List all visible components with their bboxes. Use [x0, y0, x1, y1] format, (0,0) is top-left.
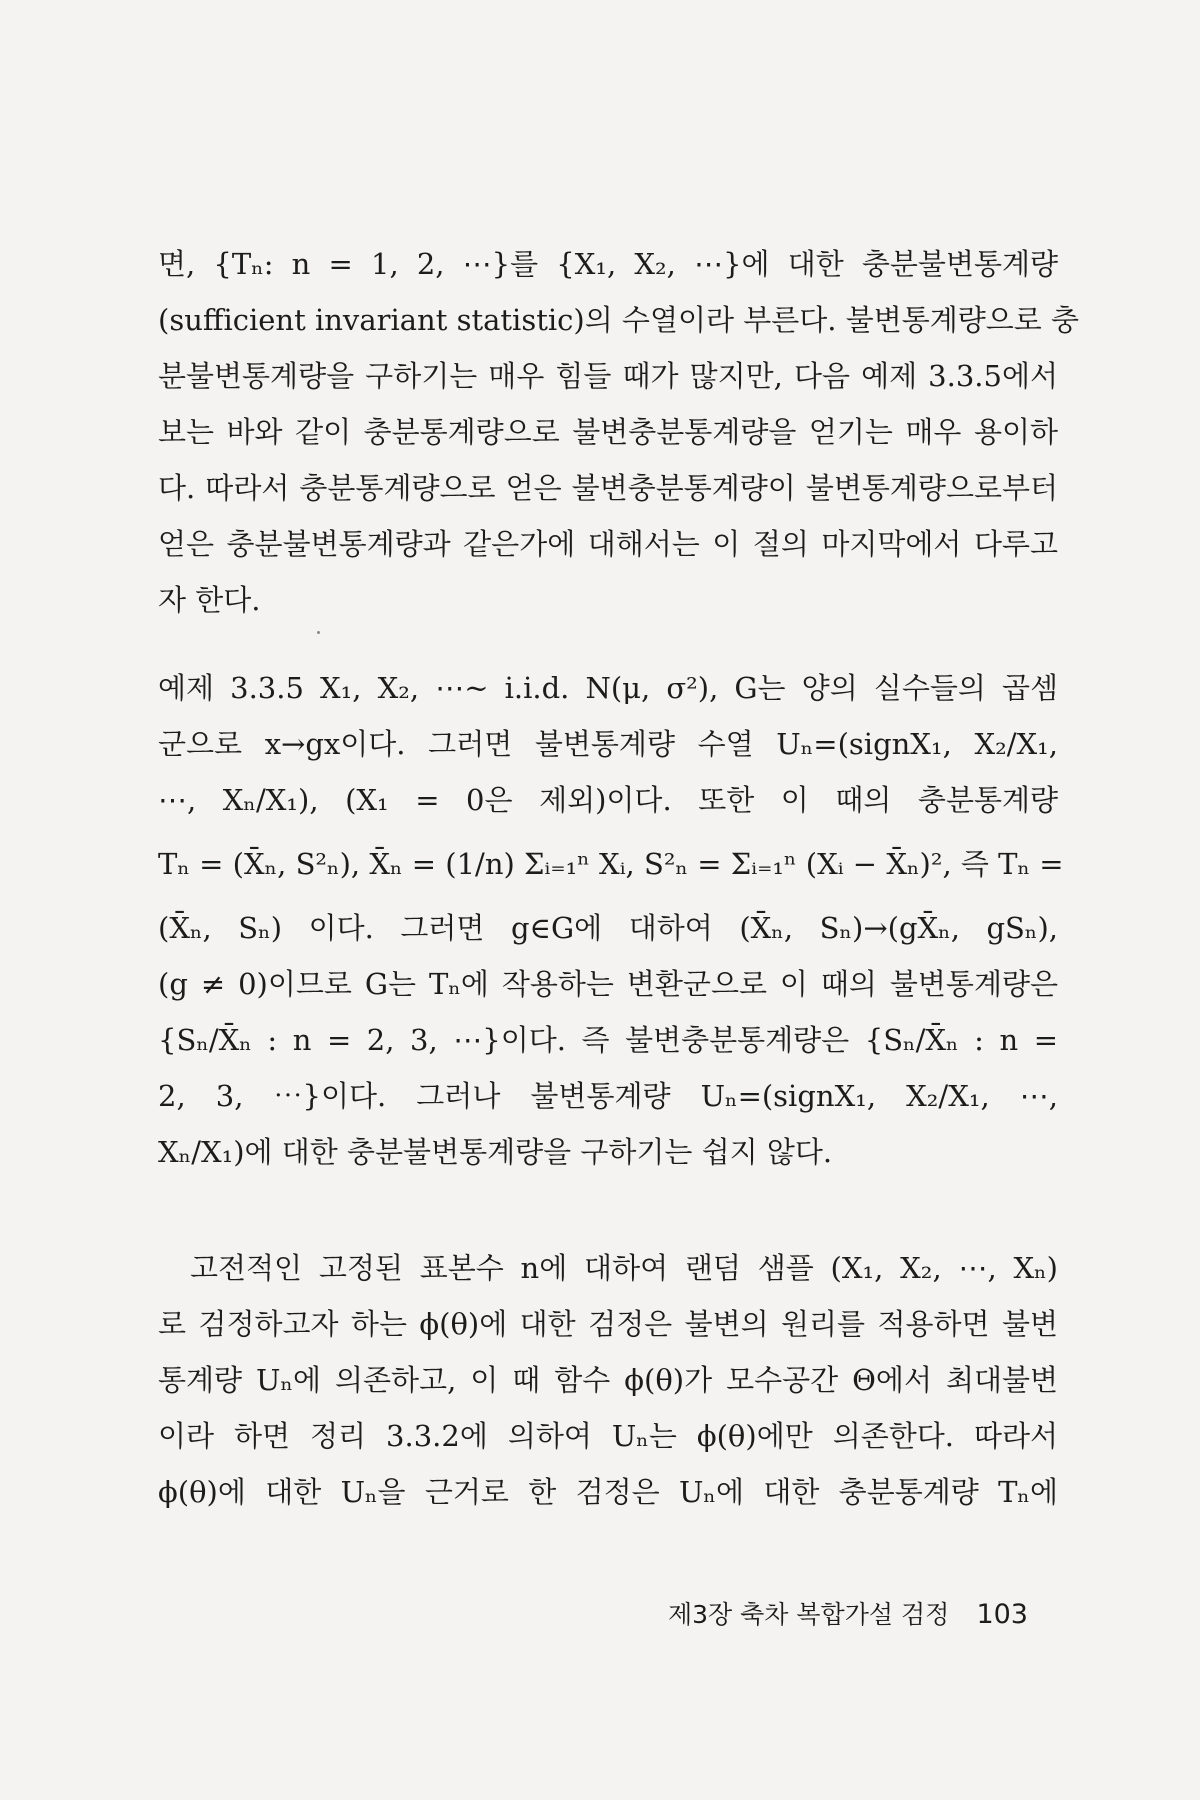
paragraph-classical-test: [158, 1240, 1058, 1520]
text-line: 분불변통계량을 구하기는 매우 힘들 때가 많지만, 다음 예제 3.3.5에서: [158, 359, 1058, 393]
paragraph-sufficient-invariant: [158, 236, 1080, 628]
text-line: 고전적인 고정된 표본수 n에 대하여 랜덤 샘플 (X₁, X₂, ⋯, Xₙ): [190, 1251, 1058, 1285]
stray-dot: [317, 631, 320, 634]
example-heading-line: 예제 3.3.5 X₁, X₂, ⋯~ i.i.d. N(μ, σ²), G는 양의 실수들의 곱셈: [158, 671, 1058, 705]
text-line: 다. 따라서 충분통계량으로 얻은 불변충분통계량이 불변통계량으로부터: [158, 471, 1058, 505]
example-3-3-5: [158, 660, 1064, 1180]
text-line: Xₙ/X₁)에 대한 충분불변통계량을 구하기는 쉽지 않다.: [158, 1135, 833, 1169]
chapter-title: 제3장 축차 복합가설 검정: [668, 1600, 950, 1629]
page-number: 103: [976, 1599, 1028, 1630]
text-line: 통계량 Uₙ에 의존하고, 이 때 함수 ϕ(θ)가 모수공간 Θ에서 최대불변: [158, 1363, 1058, 1397]
text-line: {Sₙ/X̄ₙ : n = 2, 3, ⋯}이다. 즉 불변충분통계량은 {Sₙ/X̄ₙ : n =: [158, 1023, 1058, 1057]
text-line: 자 한다.: [158, 583, 261, 617]
page-footer: [668, 1595, 1028, 1631]
text-line: 로 검정하고자 하는 ϕ(θ)에 대한 검정은 불변의 원리를 적용하면 불변: [158, 1307, 1058, 1341]
equation-line: Tₙ = (X̄ₙ, S²ₙ), X̄ₙ = (1/n) Σᵢ₌₁ⁿ Xᵢ, S²ₙ = Σᵢ₌₁ⁿ (Xᵢ − X̄ₙ)², 즉 Tₙ =: [158, 847, 1064, 881]
text-line: 이라 하면 정리 3.3.2에 의하여 Uₙ는 ϕ(θ)에만 의존한다. 따라서: [158, 1419, 1058, 1453]
text-line: 얻은 충분불변통계량과 같은가에 대해서는 이 절의 마지막에서 다루고: [158, 527, 1058, 561]
text-line: (sufficient invariant statistic)의 수열이라 부른다. 불변통계량으로 충: [158, 303, 1080, 337]
text-line: (g ≠ 0)이므로 G는 Tₙ에 작용하는 변환군으로 이 때의 불변통계량은: [158, 967, 1058, 1001]
text-line: 2, 3, ⋯}이다. 그러나 불변통계량 Uₙ=(signX₁, X₂/X₁, ⋯,: [158, 1079, 1058, 1113]
text-line: 보는 바와 같이 충분통계량으로 불변충분통계량을 얻기는 매우 용이하: [158, 415, 1058, 449]
text-line: ϕ(θ)에 대한 Uₙ을 근거로 한 검정은 Uₙ에 대한 충분통계량 Tₙ에: [158, 1475, 1058, 1509]
text-line: 면, {Tₙ: n = 1, 2, ⋯}를 {X₁, X₂, ⋯}에 대한 충분불변통계량: [158, 247, 1058, 281]
text-line: (X̄ₙ, Sₙ) 이다. 그러면 g∈G에 대하여 (X̄ₙ, Sₙ)→(gX̄ₙ, gSₙ),: [158, 911, 1058, 945]
text-line: ⋯, Xₙ/X₁), (X₁ = 0은 제외)이다. 또한 이 때의 충분통계량: [158, 783, 1058, 817]
text-line: 군으로 x→gx이다. 그러면 불변통계량 수열 Uₙ=(signX₁, X₂/X₁,: [158, 727, 1058, 761]
